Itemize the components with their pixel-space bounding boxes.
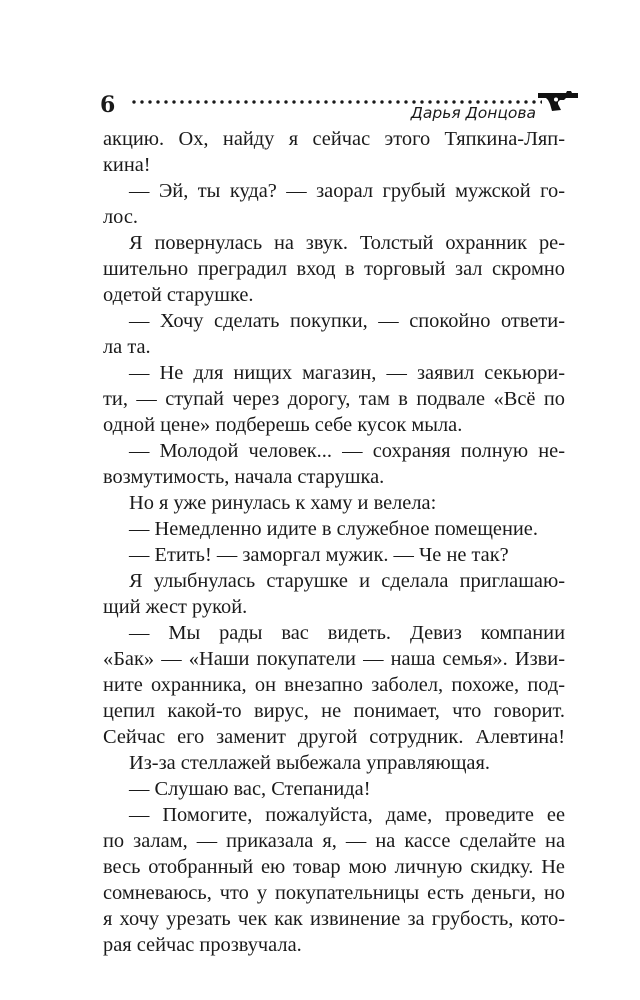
text-line: ти, — ступай через дорогу, там в подвале «Всё по	[103, 388, 565, 410]
text-line: — Мы рады вас видеть. Девиз компании	[129, 622, 565, 644]
text-line: Я улыбнулась старушке и сделала приглашаю-	[129, 570, 565, 592]
body-text	[103, 126, 565, 958]
text-line: цепил какой-то вирус, не понимает, что говорит.	[103, 700, 565, 722]
text-line: ните охранника, он внезапно заболел, похоже, под-	[103, 674, 565, 696]
text-line: сомневаюсь, что у покупательницы есть деньги, но	[103, 882, 565, 904]
text-line: щий жест рукой.	[103, 596, 248, 618]
text-line: весь отобранный ею товар мою личную скидку. Не	[103, 856, 565, 878]
text-line: Из-за стеллажей выбежала управляющая.	[129, 752, 490, 774]
page-number: 6	[100, 92, 116, 118]
text-line: по залам, — приказала я, — на кассе сделайте на	[103, 830, 565, 852]
text-line: возмутимость, начала старушка.	[103, 466, 385, 488]
text-line: — Молодой человек... — сохраняя полную не-	[129, 440, 565, 462]
text-line: — Хочу сделать покупки, — спокойно ответи-	[129, 310, 565, 332]
text-line: одетой старушке.	[103, 284, 254, 306]
running-header	[96, 86, 580, 122]
text-line: — Не для нищих магазин, — заявил секьюри-	[129, 362, 565, 384]
text-line: Сейчас его заменит другой сотрудник. Алевтина!	[103, 726, 565, 748]
text-line: — Слушаю вас, Степанида!	[129, 778, 371, 800]
text-line: лос.	[103, 206, 139, 228]
text-line: кина!	[103, 154, 151, 176]
text-line: ла та.	[103, 336, 151, 358]
text-line: Я повернулась на звук. Толстый охранник ре-	[129, 232, 565, 254]
revolver-icon	[536, 90, 580, 112]
text-line: — Етить! — заморгал мужик. — Че не так?	[129, 544, 509, 566]
text-line: акцию. Ох, найду я сейчас этого Тяпкина-Ляп-	[103, 128, 565, 150]
text-line: одной цене» подберешь себе кусок мыла.	[103, 414, 463, 436]
text-line: — Эй, ты куда? — заорал грубый мужской го-	[129, 180, 565, 202]
text-line: рая сейчас прозвучала.	[103, 934, 302, 956]
text-line: «Бак» — «Наши покупатели — наша семья». Изви-	[103, 648, 565, 670]
text-line: я хочу урезать чек как извинение за грубость, кото-	[103, 908, 565, 930]
text-line: — Помогите, пожалуйста, даме, проведите ее	[129, 804, 565, 826]
text-line: — Немедленно идите в служебное помещение.	[129, 518, 538, 540]
author-name: Дарья Донцова	[410, 104, 536, 122]
text-line: Но я уже ринулась к хаму и велела:	[129, 492, 437, 514]
text-line: шительно преградил вход в торговый зал скромно	[103, 258, 565, 280]
